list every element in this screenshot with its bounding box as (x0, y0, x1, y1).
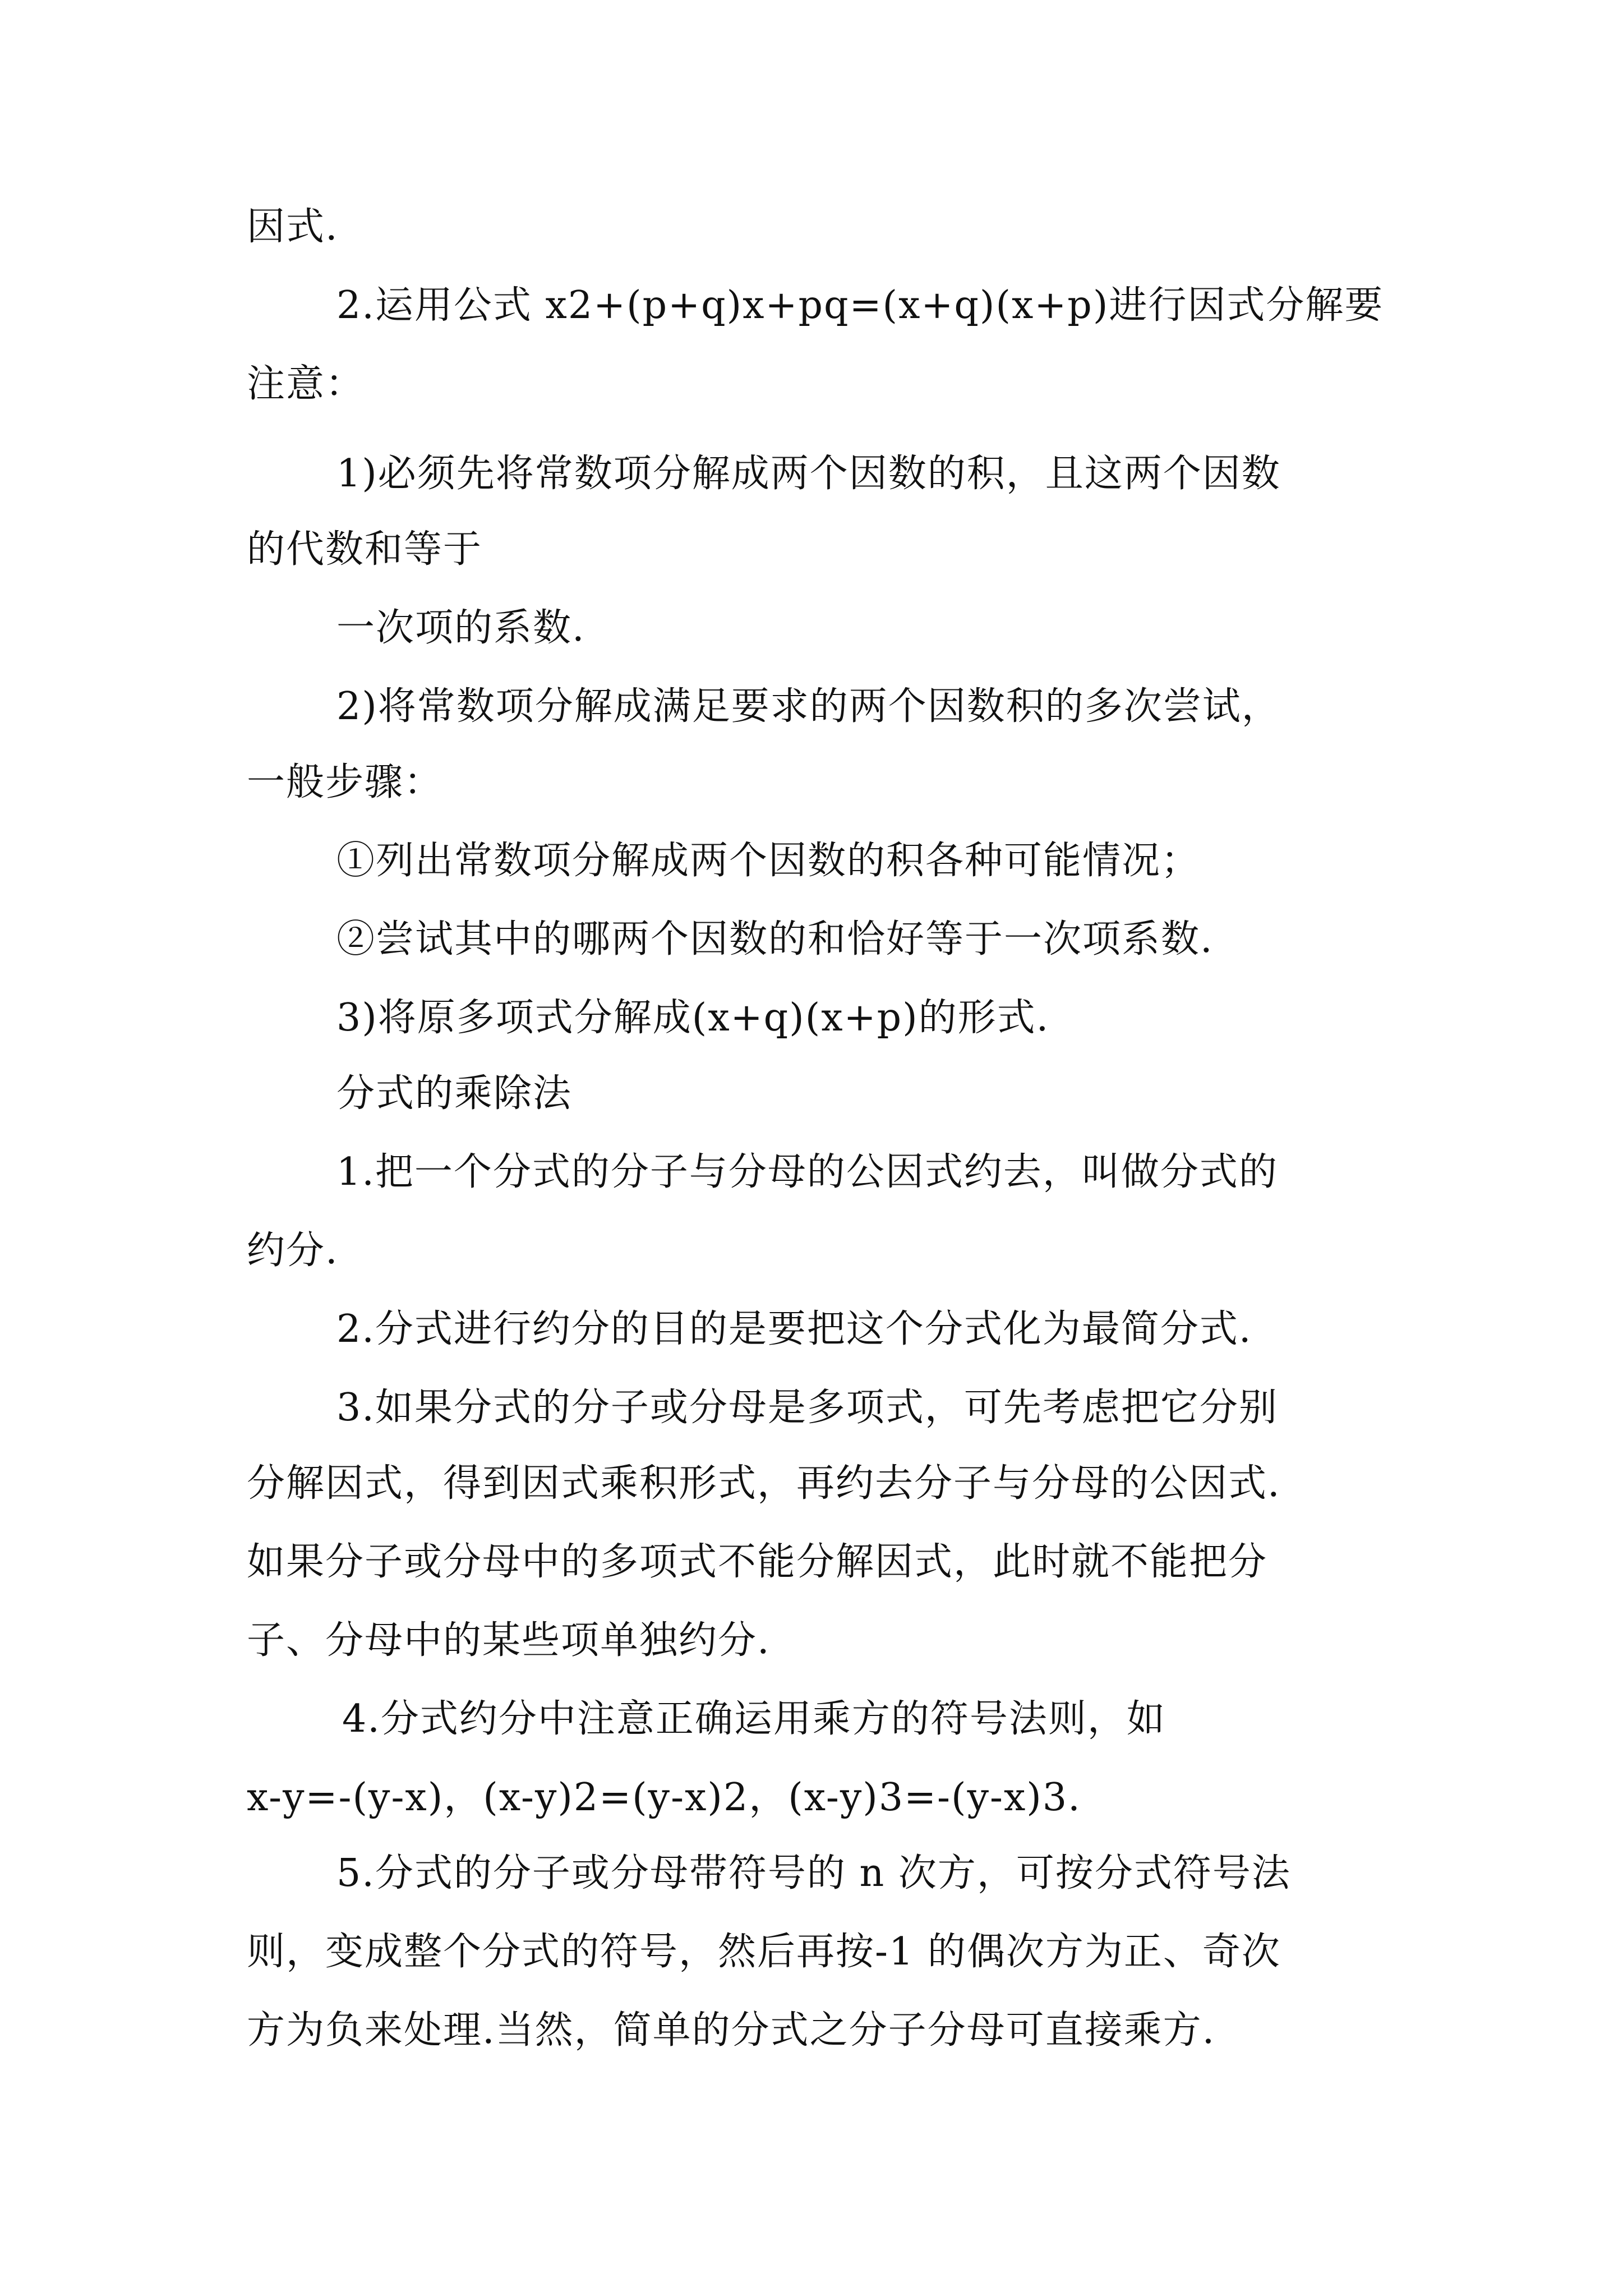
section-heading: 分式的乘除法 (336, 1071, 573, 1116)
text-line-9: ①列出常数项分解成两个因数的积各种可能情况； (336, 839, 1201, 883)
text-line-21: x-y=-(y-x)，(x-y)2=(y-x)2，(x-y)3=-(y-x)3. (247, 1775, 1081, 1820)
text-line-10: ②尝试其中的哪两个因数的和恰好等于一次项系数. (336, 917, 1214, 961)
text-line-8: 一般步骤： (247, 760, 444, 804)
text-line-5: 的代数和等于 (247, 527, 483, 572)
text-line-17: 分解因式，得到因式乘积形式，再约去分子与分母的公因式. (247, 1461, 1281, 1506)
text-line-24: 方为负来处理.当然，简单的分式之分子分母可直接乘方. (247, 2008, 1216, 2053)
text-line-7: 2)将常数项分解成满足要求的两个因数积的多次尝试， (336, 684, 1281, 729)
text-line-22: 5.分式的分子或分母带符号的 n 次方，可按分式符号法 (336, 1851, 1291, 1895)
text-line-16: 3.如果分式的分子或分母是多项式，可先考虑把它分别 (336, 1386, 1278, 1430)
text-line-20: 4.分式约分中注意正确运用乘方的符号法则，如 (342, 1697, 1166, 1741)
text-line-4: 1)必须先将常数项分解成两个因数的积，且这两个因数 (336, 452, 1281, 496)
text-line-15: 2.分式进行约分的目的是要把这个分式化为最简分式. (336, 1307, 1252, 1351)
text-line-6: 一次项的系数. (336, 606, 585, 650)
text-line-13: 1.把一个分式的分子与分母的公因式约去，叫做分式的 (336, 1150, 1278, 1194)
text-line-11: 3)将原多项式分解成(x+q)(x+p)的形式. (336, 996, 1050, 1040)
text-line-18: 如果分子或分母中的多项式不能分解因式，此时就不能把分 (247, 1540, 1268, 1584)
text-line-3: 注意： (247, 362, 365, 406)
text-line-23: 则，变成整个分式的符号，然后再按-1 的偶次方为正、奇次 (247, 1930, 1281, 1974)
text-line-2: 2.运用公式 x2+(p+q)x+pq=(x+q)(x+p)进行因式分解要 (336, 283, 1384, 328)
text-line-1: 因式. (247, 205, 339, 249)
text-line-14: 约分. (247, 1228, 339, 1273)
text-line-19: 子、分母中的某些项单独约分. (247, 1618, 771, 1663)
